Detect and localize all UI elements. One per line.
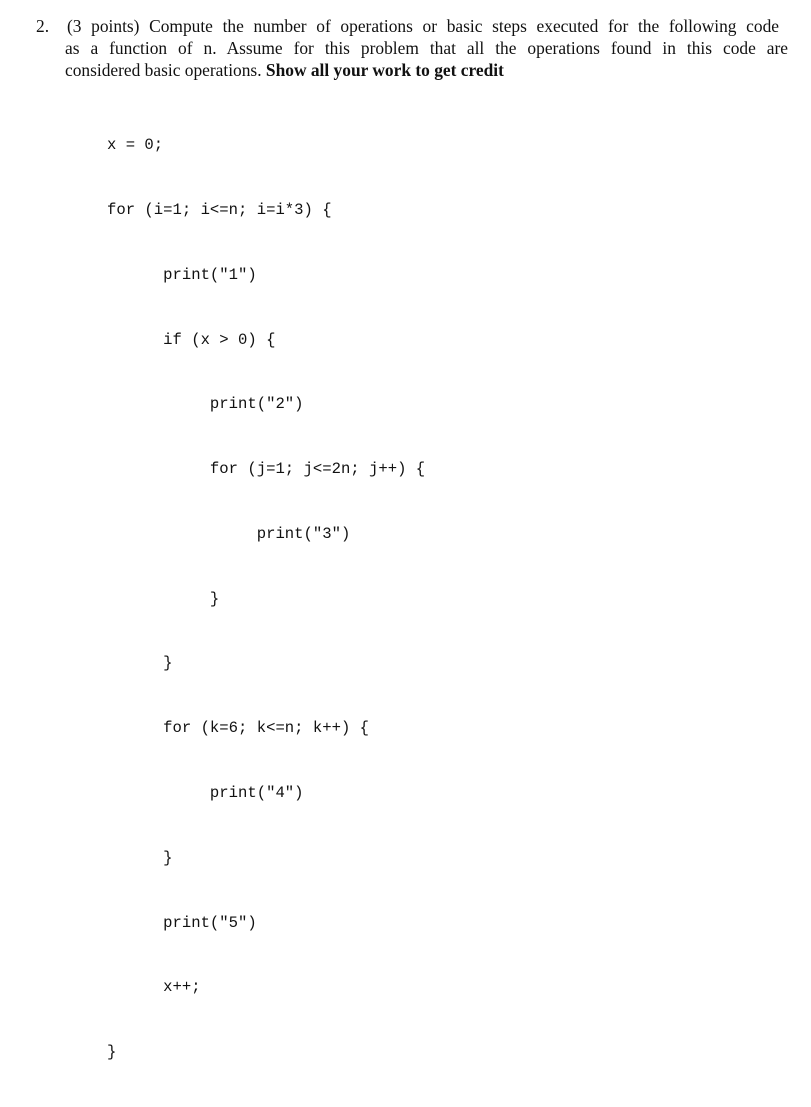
code-line: for (i=1; i<=n; i=i*3) { <box>107 200 332 219</box>
code-line: for (k=6; k<=n; k++) { <box>107 719 370 738</box>
question-number: 2. <box>36 16 50 36</box>
code-line: } <box>107 589 220 608</box>
code-line: print("1") <box>107 265 257 284</box>
question-text <box>36 15 788 81</box>
code-line: for (j=1; j<=2n; j++) { <box>107 460 426 479</box>
code-line: print("5") <box>107 913 257 932</box>
code-line: x++; <box>107 978 201 997</box>
question-line-3-plain: considered basic operations. <box>65 60 262 80</box>
work-instruction: Show all your work to get credit <box>265 60 504 80</box>
question-line-1: (3 points) Compute the number of operations or basic steps executed for the following code <box>67 16 779 36</box>
code-line: print("2") <box>107 395 304 414</box>
code-line: } <box>107 1043 117 1062</box>
question-line-3 <box>36 59 788 81</box>
code-line: x = 0; <box>107 136 164 155</box>
code-line: } <box>107 654 173 673</box>
code-line: } <box>107 848 173 867</box>
code-line: if (x > 0) { <box>107 330 276 349</box>
code-block <box>107 92 425 1107</box>
question-line-2: as a function of n. Assume for this problem that all the operations found in this code are <box>65 38 788 58</box>
code-line: print("4") <box>107 784 304 802</box>
code-line: print("3") <box>107 524 351 543</box>
